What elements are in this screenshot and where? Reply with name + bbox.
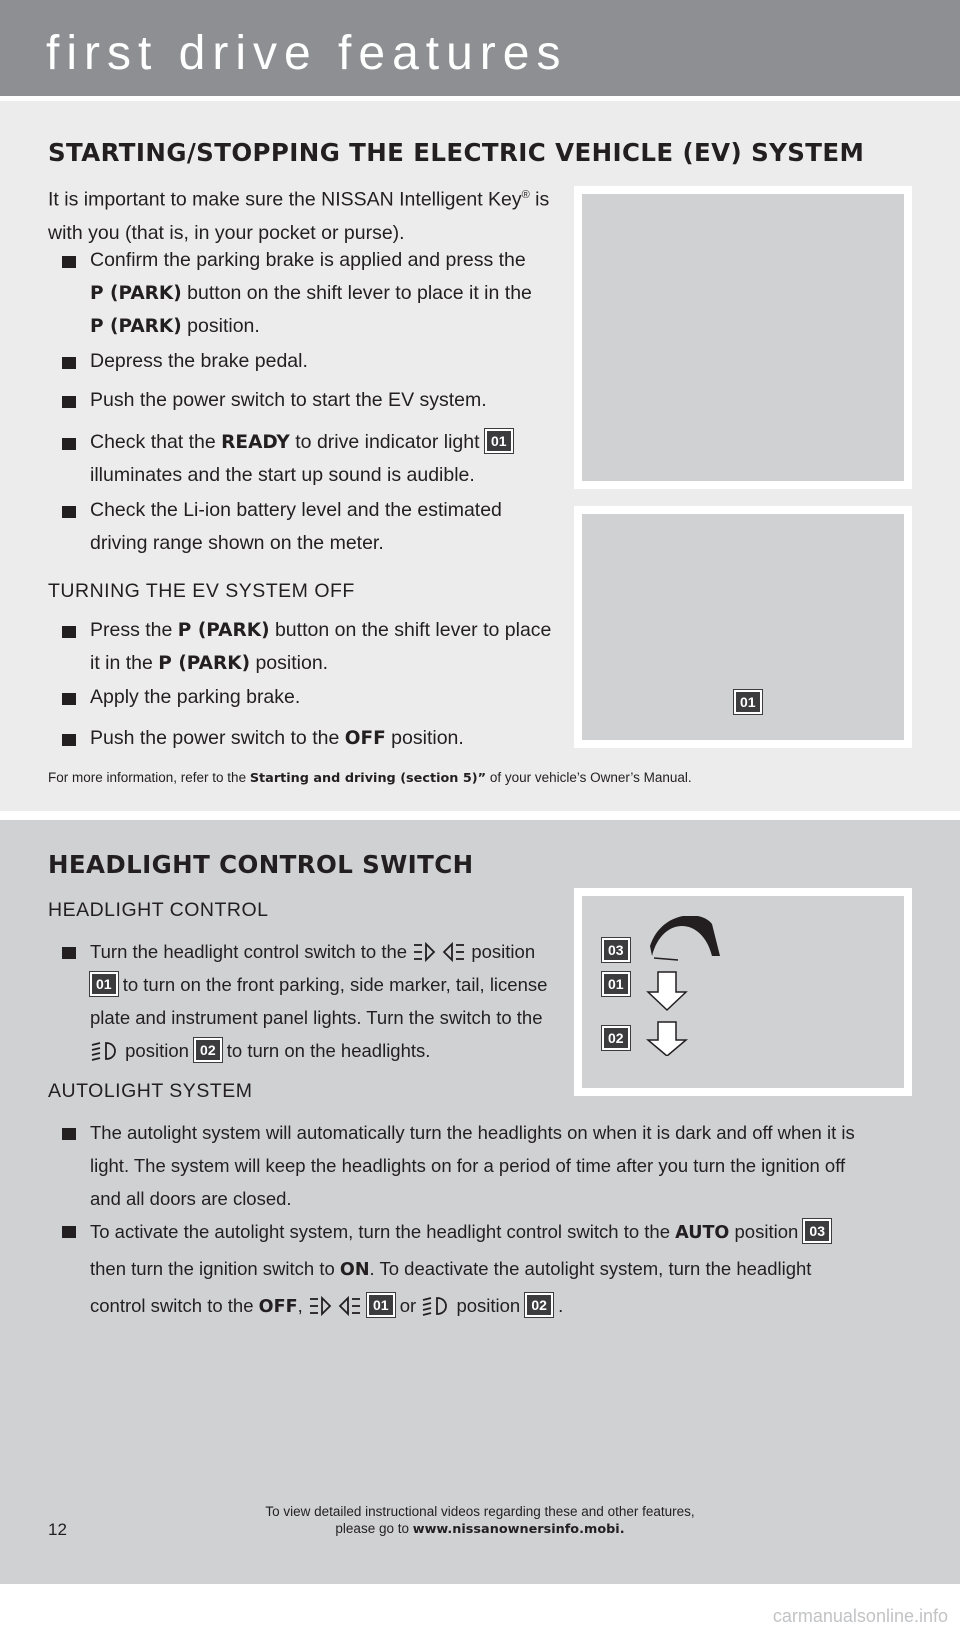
meter-image xyxy=(574,506,912,748)
autolight-bullet-auto-on: The autolight system will automatically turn the headlights on when it is dark and off when it is light. The system will keep the headlights on for a period of time after you turn the ignition off and all doors are closed. xyxy=(62,1116,855,1215)
power-switch-image xyxy=(574,186,912,489)
ev-section-title: STARTING/STOPPING THE ELECTRIC VEHICLE (EV) SYSTEM xyxy=(48,138,865,167)
meter-callout-01: 01 xyxy=(734,690,762,714)
autolight-heading: AUTOLIGHT SYSTEM xyxy=(48,1080,253,1102)
owners-info-link[interactable]: www.nissanownersinfo.mobi. xyxy=(412,1522,625,1537)
header-title: first drive features xyxy=(46,27,568,80)
ev-intro: It is important to make sure the NISSAN Intelligent Key® is with you (that is, in your pocket or purse). xyxy=(48,188,550,244)
ev-bullet-confirm-brake: Confirm the parking brake is applied and press the P (PARK) button on the shift lever to place it in the P (PARK) position. xyxy=(62,244,532,343)
ev-bullet-ready-light: Check that the READY to drive indicator light 01 illuminates and the start up sound is audible. xyxy=(62,426,513,492)
callout-badge-01: 01 xyxy=(485,429,513,453)
ev-bullet-power-off: Push the power switch to the OFF position. xyxy=(62,722,464,755)
diagram-callout-03: 03 xyxy=(602,938,630,962)
headlight-icon xyxy=(421,1295,451,1317)
callout-badge-03: 03 xyxy=(803,1219,831,1243)
autolight-bullet-activate: To activate the autolight system, turn the headlight control switch to the AUTO position 03 then turn the ignition switch to ON. To deactivate the autolight system, turn the headlight control switch to the OFF, 01 or position 02 . xyxy=(62,1214,831,1325)
callout-badge-01: 01 xyxy=(90,972,118,996)
ev-bullet-push-power: Push the power switch to start the EV system. xyxy=(62,384,487,417)
callout-badge-02: 02 xyxy=(194,1038,222,1062)
parking-light-icon xyxy=(412,941,466,963)
diagram-callout-02: 02 xyxy=(602,1026,630,1050)
ev-bullet-depress-brake: Depress the brake pedal. xyxy=(62,345,308,378)
ev-bullet-press-park: Press the P (PARK) button on the shift lever to place it in the P (PARK) position. xyxy=(62,614,551,680)
callout-badge-01: 01 xyxy=(367,1293,395,1317)
switch-rotation-arrows xyxy=(642,916,742,1056)
ev-owner-manual-note: For more information, refer to the Starting and driving (section 5)” of your vehicle’s Owner’s Manual. xyxy=(48,770,692,786)
headlight-bullet-turn-switch: Turn the headlight control switch to the position 01 to turn on the front parking, side marker, tail, license plate and instrument panel lights. Turn the switch to the position 02 to turn on the headlights. xyxy=(62,935,547,1067)
page-number: 12 xyxy=(48,1520,67,1539)
ev-off-heading: TURNING THE EV SYSTEM OFF xyxy=(48,580,355,602)
headlight-section-title: HEADLIGHT CONTROL SWITCH xyxy=(48,850,474,879)
headlight-control-heading: HEADLIGHT CONTROL xyxy=(48,899,269,921)
diagram-callout-01: 01 xyxy=(602,972,630,996)
parking-light-icon xyxy=(308,1295,362,1317)
watermark: carmanualsonline.info xyxy=(772,1606,948,1626)
headlight-switch-diagram xyxy=(574,888,912,1096)
ev-bullet-apply-brake: Apply the parking brake. xyxy=(62,681,300,714)
ev-bullet-battery: Check the Li-ion battery level and the estimated driving range shown on the meter. xyxy=(62,494,502,560)
page-header xyxy=(0,0,960,96)
callout-badge-02: 02 xyxy=(525,1293,553,1317)
footer-video-note: To view detailed instructional videos regarding these and other features, please go to www.nissanownersinfo.mobi. xyxy=(265,1504,695,1537)
headlight-icon xyxy=(90,1040,120,1062)
